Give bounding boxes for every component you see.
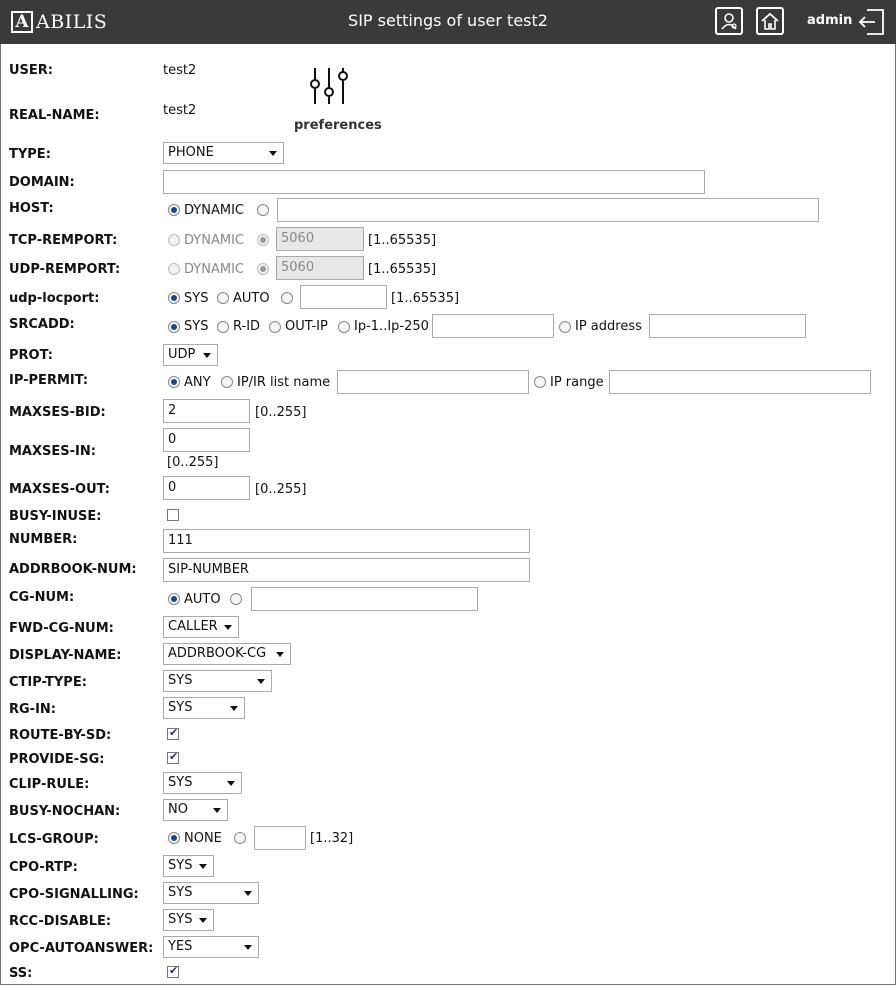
udp-port-radio[interactable] bbox=[257, 263, 269, 275]
label-type: TYPE: bbox=[9, 147, 51, 162]
header-bar bbox=[0, 0, 896, 44]
label-udp-remport: UDP-REMPORT: bbox=[9, 262, 121, 277]
srcadd-outip-label: OUT-IP bbox=[285, 319, 328, 334]
label-cg-num: CG-NUM: bbox=[9, 590, 75, 605]
cg-auto-radio[interactable] bbox=[168, 593, 180, 605]
opc-autoanswer-select[interactable] bbox=[163, 936, 259, 958]
prot-select-value: UDP bbox=[168, 347, 196, 362]
fwd-cg-num-value: CALLER bbox=[168, 619, 218, 634]
logo-text: ABILIS bbox=[36, 11, 108, 33]
udp-port-range: [1..65535] bbox=[368, 262, 437, 277]
home-button[interactable] bbox=[756, 7, 784, 35]
srcadd-ipaddress-radio[interactable] bbox=[559, 321, 571, 333]
locport-auto-radio[interactable] bbox=[217, 292, 229, 304]
label-cpo-rtp: CPO-RTP: bbox=[9, 860, 78, 875]
route-by-sd-checkbox[interactable] bbox=[167, 728, 179, 740]
host-input[interactable] bbox=[277, 198, 819, 222]
label-maxses-out: MAXSES-OUT: bbox=[9, 482, 110, 497]
display-name-select[interactable] bbox=[163, 643, 291, 665]
permit-range-label: IP range bbox=[550, 375, 604, 390]
clip-rule-select[interactable] bbox=[163, 772, 242, 794]
label-maxses-bid: MAXSES-BID: bbox=[9, 405, 106, 420]
srcadd-outip-radio[interactable] bbox=[269, 321, 281, 333]
udp-port-input[interactable]: 5060 bbox=[276, 256, 364, 280]
prot-select[interactable] bbox=[163, 344, 218, 366]
display-name-value: ADDRBOOK-CG bbox=[168, 646, 267, 661]
opc-autoanswer-value: YES bbox=[168, 939, 193, 954]
label-udp-locport: udp-locport: bbox=[9, 291, 100, 306]
label-busy-inuse: BUSY-INUSE: bbox=[9, 509, 102, 524]
lcs-custom-radio[interactable] bbox=[234, 832, 246, 844]
cpo-rtp-select[interactable] bbox=[163, 855, 214, 877]
label-domain: DOMAIN: bbox=[9, 175, 75, 190]
maxses-bid-range: [0..255] bbox=[255, 405, 307, 420]
page-title: SIP settings of user test2 bbox=[348, 11, 548, 30]
srcadd-ip-input[interactable] bbox=[432, 314, 554, 338]
label-host: HOST: bbox=[9, 201, 54, 216]
tcp-port-radio[interactable] bbox=[257, 234, 269, 246]
tcp-dynamic-label: DYNAMIC bbox=[184, 233, 244, 248]
label-real-name: REAL-NAME: bbox=[9, 108, 100, 123]
permit-range-input[interactable] bbox=[609, 370, 871, 394]
permit-list-radio[interactable] bbox=[221, 376, 233, 388]
current-user: admin bbox=[807, 13, 853, 28]
tcp-dynamic-radio[interactable] bbox=[168, 234, 180, 246]
cg-auto-label: AUTO bbox=[184, 592, 221, 607]
locport-input[interactable] bbox=[300, 285, 387, 309]
host-custom-radio[interactable] bbox=[257, 204, 269, 216]
label-number: NUMBER: bbox=[9, 532, 78, 547]
label-rg-in: RG-IN: bbox=[9, 702, 56, 717]
srcadd-ip-range-label: Ip-1..Ip-250 bbox=[354, 319, 429, 334]
permit-list-input[interactable] bbox=[337, 370, 529, 394]
maxses-in-input[interactable]: 0 bbox=[163, 428, 250, 452]
srcadd-ipaddress-label: IP address bbox=[575, 319, 642, 334]
cg-custom-radio[interactable] bbox=[230, 593, 242, 605]
tcp-port-range: [1..65535] bbox=[368, 233, 437, 248]
srcadd-ip-range-radio[interactable] bbox=[338, 321, 350, 333]
label-prot: PROT: bbox=[9, 348, 53, 363]
clip-rule-value: SYS bbox=[168, 775, 193, 790]
value-real-name: test2 bbox=[163, 103, 197, 118]
lcs-group-input[interactable] bbox=[254, 826, 306, 850]
value-user: test2 bbox=[163, 63, 197, 78]
srcadd-sys-radio[interactable] bbox=[168, 321, 180, 333]
logout-icon bbox=[857, 8, 885, 36]
fwd-cg-num-select[interactable] bbox=[163, 616, 239, 638]
srcadd-rid-label: R-ID bbox=[233, 319, 261, 334]
rg-in-value: SYS bbox=[168, 700, 193, 715]
label-maxses-in: MAXSES-IN: bbox=[9, 444, 96, 459]
label-ss: SS: bbox=[9, 966, 33, 981]
lcs-none-radio[interactable] bbox=[168, 832, 180, 844]
label-cpo-signalling: CPO-SIGNALLING: bbox=[9, 887, 139, 902]
rcc-disable-value: SYS bbox=[168, 912, 193, 927]
udp-dynamic-radio[interactable] bbox=[168, 263, 180, 275]
logo-mark: A bbox=[11, 11, 33, 33]
type-select[interactable] bbox=[163, 142, 284, 164]
maxses-in-range: [0..255] bbox=[167, 455, 219, 470]
busy-inuse-checkbox[interactable] bbox=[167, 509, 179, 521]
srcadd-rid-radio[interactable] bbox=[217, 321, 229, 333]
busy-nochan-value: NO bbox=[168, 802, 188, 817]
srcadd-ipaddress-input[interactable] bbox=[649, 314, 806, 338]
locport-sys-radio[interactable] bbox=[168, 292, 180, 304]
label-tcp-remport: TCP-REMPORT: bbox=[9, 233, 118, 248]
label-opc-autoanswer: OPC-AUTOANSWER: bbox=[9, 941, 154, 956]
addrbook-num-input[interactable]: SIP-NUMBER bbox=[163, 558, 530, 582]
type-select-value: PHONE bbox=[168, 145, 214, 160]
cpo-signalling-select[interactable] bbox=[163, 882, 259, 904]
ctip-type-select[interactable] bbox=[163, 670, 272, 692]
label-srcadd: SRCADD: bbox=[9, 317, 75, 332]
cpo-signalling-value: SYS bbox=[168, 885, 193, 900]
label-user: USER: bbox=[9, 63, 54, 78]
udp-dynamic-label: DYNAMIC bbox=[184, 262, 244, 277]
locport-auto-label: AUTO bbox=[233, 291, 270, 306]
label-provide-sg: PROVIDE-SG: bbox=[9, 752, 105, 767]
permit-range-radio[interactable] bbox=[534, 376, 546, 388]
user-settings-button[interactable] bbox=[715, 7, 743, 35]
label-ip-permit: IP-PERMIT: bbox=[9, 373, 89, 388]
rg-in-select[interactable] bbox=[163, 697, 245, 719]
maxses-out-input[interactable]: 0 bbox=[163, 476, 250, 500]
tcp-port-input[interactable]: 5060 bbox=[276, 227, 364, 251]
label-lcs-group: LCS-GROUP: bbox=[9, 832, 99, 847]
cg-num-input[interactable] bbox=[251, 587, 478, 611]
ctip-type-value: SYS bbox=[168, 673, 193, 688]
logout-button[interactable] bbox=[857, 8, 885, 36]
user-settings-icon bbox=[719, 11, 739, 31]
label-display-name: DISPLAY-NAME: bbox=[9, 648, 122, 663]
label-busy-nochan: BUSY-NOCHAN: bbox=[9, 804, 121, 819]
maxses-bid-input[interactable]: 2 bbox=[163, 399, 250, 423]
maxses-out-range: [0..255] bbox=[255, 482, 307, 497]
permit-any-label: ANY bbox=[184, 375, 211, 390]
lcs-none-label: NONE bbox=[184, 831, 222, 846]
locport-range: [1..65535] bbox=[391, 291, 460, 306]
ss-checkbox[interactable] bbox=[167, 966, 179, 978]
domain-input[interactable] bbox=[163, 170, 705, 194]
srcadd-sys-label: SYS bbox=[184, 319, 209, 334]
label-clip-rule: CLIP-RULE: bbox=[9, 777, 90, 792]
label-rcc-disable: RCC-DISABLE: bbox=[9, 914, 112, 929]
provide-sg-checkbox[interactable] bbox=[167, 752, 179, 764]
home-icon bbox=[760, 11, 780, 31]
preferences-link[interactable]: preferences bbox=[294, 118, 382, 133]
label-fwd-cg-num: FWD-CG-NUM: bbox=[9, 621, 114, 636]
rcc-disable-select[interactable] bbox=[163, 909, 214, 931]
locport-sys-label: SYS bbox=[184, 291, 209, 306]
label-ctip-type: CTIP-TYPE: bbox=[9, 675, 87, 690]
busy-nochan-select[interactable] bbox=[163, 799, 228, 821]
cpo-rtp-value: SYS bbox=[168, 858, 193, 873]
host-dynamic-label: DYNAMIC bbox=[184, 203, 244, 218]
host-dynamic-radio[interactable] bbox=[168, 204, 180, 216]
permit-any-radio[interactable] bbox=[168, 376, 180, 388]
permit-list-label: IP/IR list name bbox=[237, 375, 331, 390]
label-addrbook-num: ADDRBOOK-NUM: bbox=[9, 562, 137, 577]
preferences-icon[interactable] bbox=[305, 66, 353, 106]
locport-custom-radio[interactable] bbox=[281, 292, 293, 304]
lcs-group-range: [1..32] bbox=[310, 831, 354, 846]
number-input[interactable]: 111 bbox=[163, 529, 530, 553]
label-route-by-sd: ROUTE-BY-SD: bbox=[9, 728, 112, 743]
